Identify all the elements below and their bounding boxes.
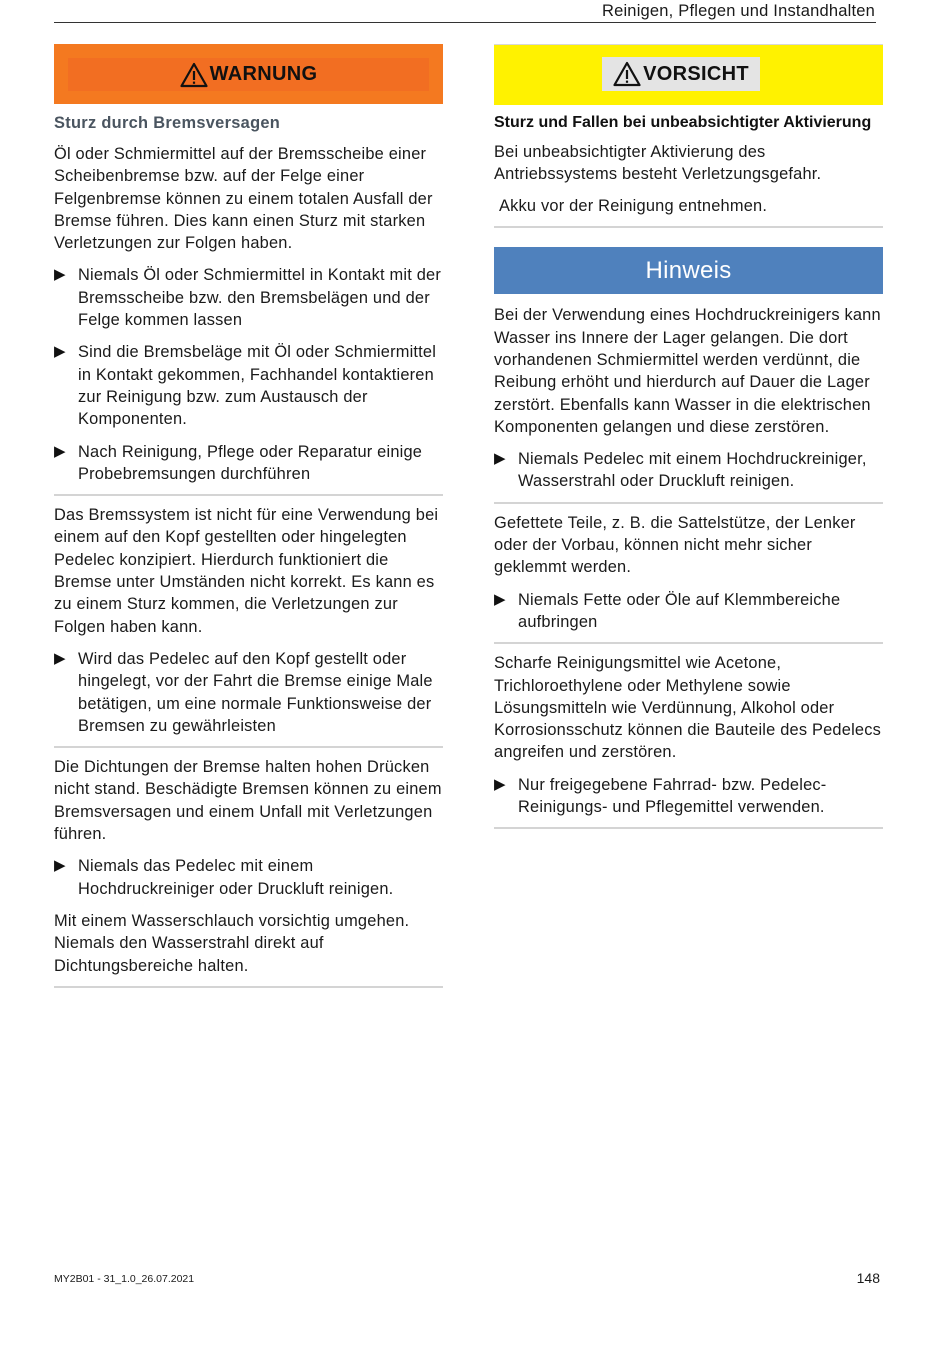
list-item xyxy=(54,855,443,900)
list-item xyxy=(54,264,443,331)
list-item-text: Niemals Öl oder Schmiermittel in Kontakt mit der Bremsscheibe bzw. den Bremsbelägen und der Felge kommen lassen xyxy=(78,266,442,330)
divider xyxy=(54,746,443,748)
list-item-text: Nur freigegebene Fahrrad- bzw. Pedelec-Reinigungs- und Pflegemittel verwenden. xyxy=(518,775,827,817)
divider xyxy=(494,827,883,829)
list-item xyxy=(54,341,443,430)
warning-subtitle: Sturz durch Bremsversagen xyxy=(54,114,281,132)
play-arrow-icon: ▶ xyxy=(54,266,66,284)
seals-paragraph: Die Dichtungen der Bremse halten hohen Drücken nicht stand. Beschädigte Bremsen können zu einem Bremsversagen und einem Unfall mit Verletzungen führen. xyxy=(54,758,442,844)
divider xyxy=(494,226,883,228)
list-item-text: Niemals Pedelec mit einem Hochdruckreiniger, Wasserstrahl oder Druckluft reinigen. xyxy=(518,450,867,491)
cleaning-agents-paragraph: Scharfe Reinigungsmittel wie Acetone, Trichloroethylene oder Methylene sowie Lösungsmitteln wie Verdünnung, Alkohol oder Korrosionsschutz können die Bauteile des Pedelecs angreifen und zerstören. xyxy=(494,654,882,762)
warning-label: WARNUNG xyxy=(209,63,318,85)
list-item-text: Niemals das Pedelec mit einem Hochdruckreiniger oder Druckluft reinigen. xyxy=(78,857,394,898)
list-item xyxy=(494,589,883,634)
play-arrow-icon: ▶ xyxy=(494,450,506,468)
list-item xyxy=(54,648,443,737)
greased-parts-paragraph: Gefettete Teile, z. B. die Sattelstütze, der Lenker oder der Vorbau, können nicht mehr sicher geklemmt werden. xyxy=(494,513,856,577)
warning-intro: Öl oder Schmiermittel auf der Bremsscheibe einer Scheibenbremse bzw. auf der Felge einer Felgenbremse können zu einem totalen Ausfall der Bremse führen. Dies kann einen Sturz mit starken Verletzungen zur Folgen haben. xyxy=(54,145,433,253)
hose-paragraph: Mit einem Wasserschlauch vorsichtig umgehen. Niemals den Wasserstrahl direkt auf Dichtungsbereiche halten. xyxy=(54,911,410,975)
caution-label: VORSICHT xyxy=(643,62,749,85)
caution-banner-inner xyxy=(602,57,760,91)
warning-triangle-icon xyxy=(613,61,641,87)
divider xyxy=(54,494,443,496)
list-item xyxy=(494,448,883,493)
divider xyxy=(494,642,883,644)
play-arrow-icon: ▶ xyxy=(54,649,66,667)
warning-banner-inner xyxy=(68,58,429,91)
warning-banner xyxy=(54,44,443,104)
warning-triangle-icon xyxy=(180,62,208,88)
caution-banner xyxy=(494,44,883,105)
list-item-text: Sind die Bremsbeläge mit Öl oder Schmiermittel in Kontakt gekommen, Fachhandel kontaktieren zur Reinigung bzw. zum Austausch der Komponenten. xyxy=(78,343,437,429)
list-item xyxy=(494,774,883,819)
play-arrow-icon: ▶ xyxy=(494,775,506,793)
divider xyxy=(54,986,443,988)
left-column xyxy=(54,44,443,988)
pressure-washer-paragraph: Bei der Verwendung eines Hochdruckreinigers kann Wasser ins Innere der Lager gelangen. Die dort vorhandenen Schmiermittel werden verdünnt, die Reibung erhöht und hierdurch auf Dauer die Lager zerstört. Ebenfalls kann Wasser in die elektrischen Komponenten gelangen und diese zerstören. xyxy=(494,306,881,436)
caution-subtitle: Sturz und Fallen bei unbeabsichtigter Aktivierung xyxy=(494,114,872,131)
caution-instruction: Akku vor der Reinigung entnehmen. xyxy=(499,197,768,216)
play-arrow-icon: ▶ xyxy=(494,590,506,608)
play-arrow-icon: ▶ xyxy=(54,442,66,460)
play-arrow-icon: ▶ xyxy=(54,343,66,361)
brake-system-paragraph: Das Bremssystem ist nicht für eine Verwendung bei einem auf den Kopf gestellten oder hingelegten Pedelec konzipiert. Hierdurch funktioniert die Bremse unter Umständen nicht korrekt. Es kann es zu einem Sturz kommen, die Verletzungen zur Folgen haben kann. xyxy=(54,506,439,636)
list-item-text: Wird das Pedelec auf den Kopf gestellt oder hingelegt, vor der Fahrt die Bremse einige Male betätigen, um eine normale Funktionsweise der Bremsen zu gewährleisten xyxy=(78,649,433,735)
play-arrow-icon: ▶ xyxy=(54,857,66,875)
header-rule xyxy=(54,22,876,23)
footer-doc-id: MY2B01 - 31_1.0_26.07.2021 xyxy=(54,1273,195,1285)
list-item-text: Nach Reinigung, Pflege oder Reparatur einige Probebremsungen durchführen xyxy=(78,442,423,483)
caution-intro: Bei unbeabsichtigter Aktivierung des Antriebssystems besteht Verletzungsgefahr. xyxy=(494,142,822,183)
divider xyxy=(494,502,883,504)
right-column xyxy=(494,44,883,829)
note-label: Hinweis xyxy=(645,256,732,284)
list-item xyxy=(54,441,443,486)
list-item-text: Niemals Fette oder Öle auf Klemmbereiche aufbringen xyxy=(518,590,841,631)
header-title: Reinigen, Pflegen und Instandhalten xyxy=(601,2,875,20)
page-number: 148 xyxy=(856,1270,880,1286)
note-banner xyxy=(494,247,883,294)
